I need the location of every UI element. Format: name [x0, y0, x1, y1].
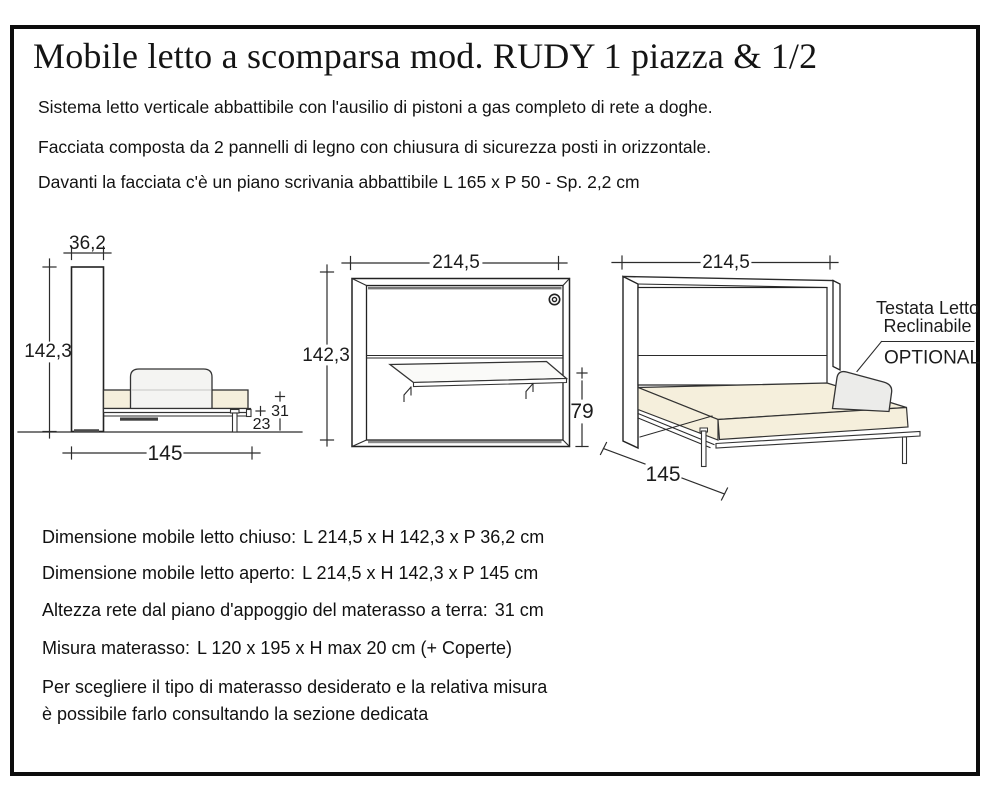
dim-top-width: [64, 233, 111, 260]
intro-line-1: Sistema letto verticale abbattibile con l'ausilio di pistoni a gas completo di rete a doghe.: [38, 97, 713, 117]
spec-value: 31 cm: [494, 600, 544, 620]
dim-label-142-3: 142,3: [24, 341, 72, 362]
intro-line-3: Davanti la facciata c'è un piano scrivania abbattibile L 165 x P 50 - Sp. 2,2 cm: [38, 172, 640, 192]
dim-open-depth-diagonal: [601, 443, 728, 501]
spec-label: Dimensione mobile letto aperto:: [42, 563, 296, 583]
leader-line: [857, 342, 882, 372]
dim-label-142-3-front: 142,3: [302, 345, 350, 366]
side-view-drawing: [18, 233, 302, 465]
dim-open-depth: [63, 442, 260, 465]
cabinet-side-panel: [72, 267, 104, 432]
dim-label-31: 31: [271, 403, 289, 420]
dim-frame-23: [253, 407, 271, 434]
headboard-callout: [857, 298, 980, 372]
note-line-2: è possibile farlo consultando la sezione dedicata: [42, 704, 429, 724]
spec-value: L 120 x 195 x H max 20 cm (+ Coperte): [197, 638, 513, 658]
spec-open-dimensions: [42, 563, 538, 585]
dim-label-23: 23: [252, 416, 271, 433]
dim-label-214-5-open: 214,5: [702, 252, 750, 273]
front-view-drawing: [302, 252, 593, 447]
spec-label: Misura materasso:: [42, 638, 191, 658]
bed-leg-side: [233, 413, 238, 432]
bed-leg-right: [903, 437, 907, 464]
note-line-1: Per scegliere il tipo di materasso desiderato e la relativa misura: [42, 677, 548, 697]
spec-label: Dimensione mobile letto chiuso:: [42, 527, 297, 547]
headboard-label-2: Reclinabile: [883, 316, 972, 336]
headboard: [833, 372, 892, 412]
cabinet-left-side: [623, 277, 638, 449]
dim-label-214-5-front: 214,5: [432, 252, 480, 273]
headboard-label-1: Testata Letto: [875, 298, 980, 318]
pillow: [131, 369, 213, 409]
dim-front-width: [342, 252, 567, 273]
spec-mattress-size: [42, 638, 512, 660]
dim-label-79: 79: [570, 400, 594, 423]
open-view-drawing: [601, 252, 981, 500]
dim-front-height: [302, 265, 350, 446]
spec-label: Altezza rete dal piano d'appoggio del materasso a terra:: [42, 600, 488, 620]
mechanism-bar: [120, 418, 158, 421]
dim-label-36-2: 36,2: [69, 233, 106, 254]
dim-desk-height: [570, 368, 593, 447]
cabinet-panel-foot: [74, 429, 99, 432]
bed-frame-side: [104, 409, 252, 433]
dim-label-145: 145: [147, 442, 183, 465]
intro-line-2: Facciata composta da 2 pannelli di legno con chiusura di sicurezza posti in orizzontale.: [38, 137, 712, 157]
dim-side-height: [24, 259, 72, 438]
dim-bed-31: [271, 392, 289, 430]
spec-base-height: [42, 600, 544, 622]
spec-value: L 214,5 x H 142,3 x P 145 cm: [302, 563, 539, 583]
dim-label-145-open: 145: [645, 463, 681, 486]
spec-closed-dimensions: [42, 527, 544, 549]
cabinet-right-side: [833, 281, 840, 371]
page-title: Mobile letto a scomparsa mod. RUDY 1 piazza & 1/2: [33, 36, 818, 76]
dim-open-width: [612, 252, 838, 273]
bed-leg-front: [702, 431, 707, 467]
optional-label: OPTIONAL: [883, 347, 981, 369]
spec-value: L 214,5 x H 142,3 x P 36,2 cm: [303, 527, 545, 547]
cabinet-back-panel: [638, 288, 827, 386]
